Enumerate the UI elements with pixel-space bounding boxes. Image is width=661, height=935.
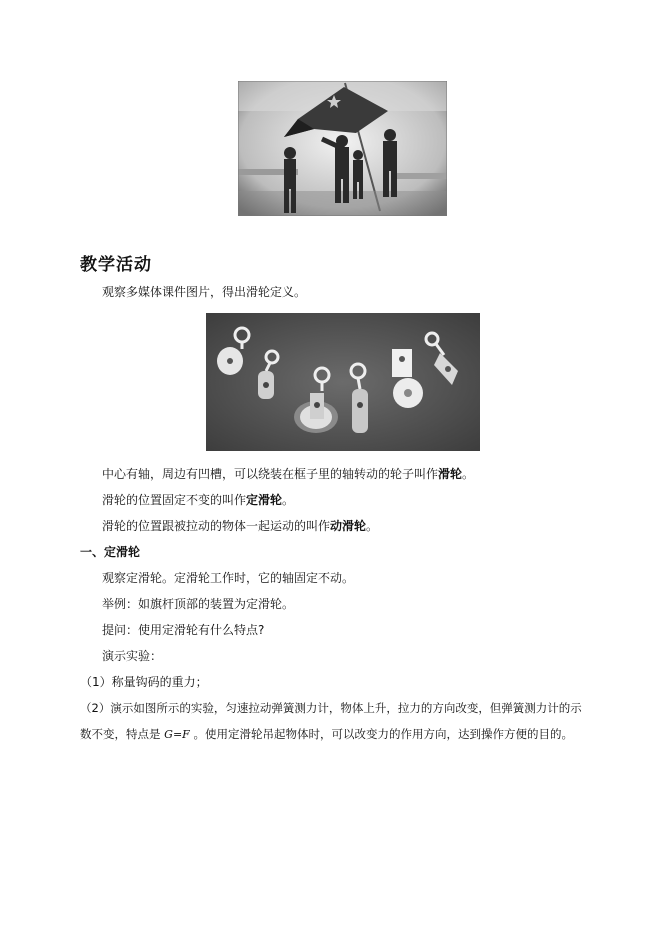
intro-text: 观察多媒体课件图片，得出滑轮定义。 [102,285,307,299]
step-2-line-2: 数不变，特点是 G=F 。使用定滑轮吊起物体时，可以改变力的作用方向，达到操作方便的目的。 [80,727,573,741]
flag-raising-photo [238,81,447,216]
demo-label: 演示实验： [102,649,163,663]
term-movable-pulley: 动滑轮 [330,519,367,533]
term-fixed-pulley: 定滑轮 [246,493,283,507]
pulley-samples-photo [206,313,480,451]
subsection-title: 一、定滑轮 [80,545,141,559]
step-2-line-1: （2）演示如图所示的实验，匀速拉动弹簧测力计，物体上升，拉力的方向改变，但弹簧测力计的示 [80,701,582,715]
fixed-pulley-definition: 滑轮的位置固定不变的叫作定滑轮。 [102,493,295,507]
example-text: 举例：如旗杆顶部的装置为定滑轮。 [102,597,295,611]
movable-pulley-definition: 滑轮的位置跟被拉动的物体一起运动的叫作动滑轮。 [102,519,379,533]
section-title: 教学活动 [80,255,152,275]
observe-text: 观察定滑轮。定滑轮工作时，它的轴固定不动。 [102,571,355,585]
pulley-definition: 中心有轴，周边有凹槽，可以绕装在框子里的轴转动的轮子叫作滑轮。 [102,467,475,481]
step-1: （1）称量钩码的重力； [80,675,208,689]
term-pulley: 滑轮 [438,467,463,481]
question-text: 提问：使用定滑轮有什么特点? [102,623,265,637]
formula: G=F [164,728,190,741]
